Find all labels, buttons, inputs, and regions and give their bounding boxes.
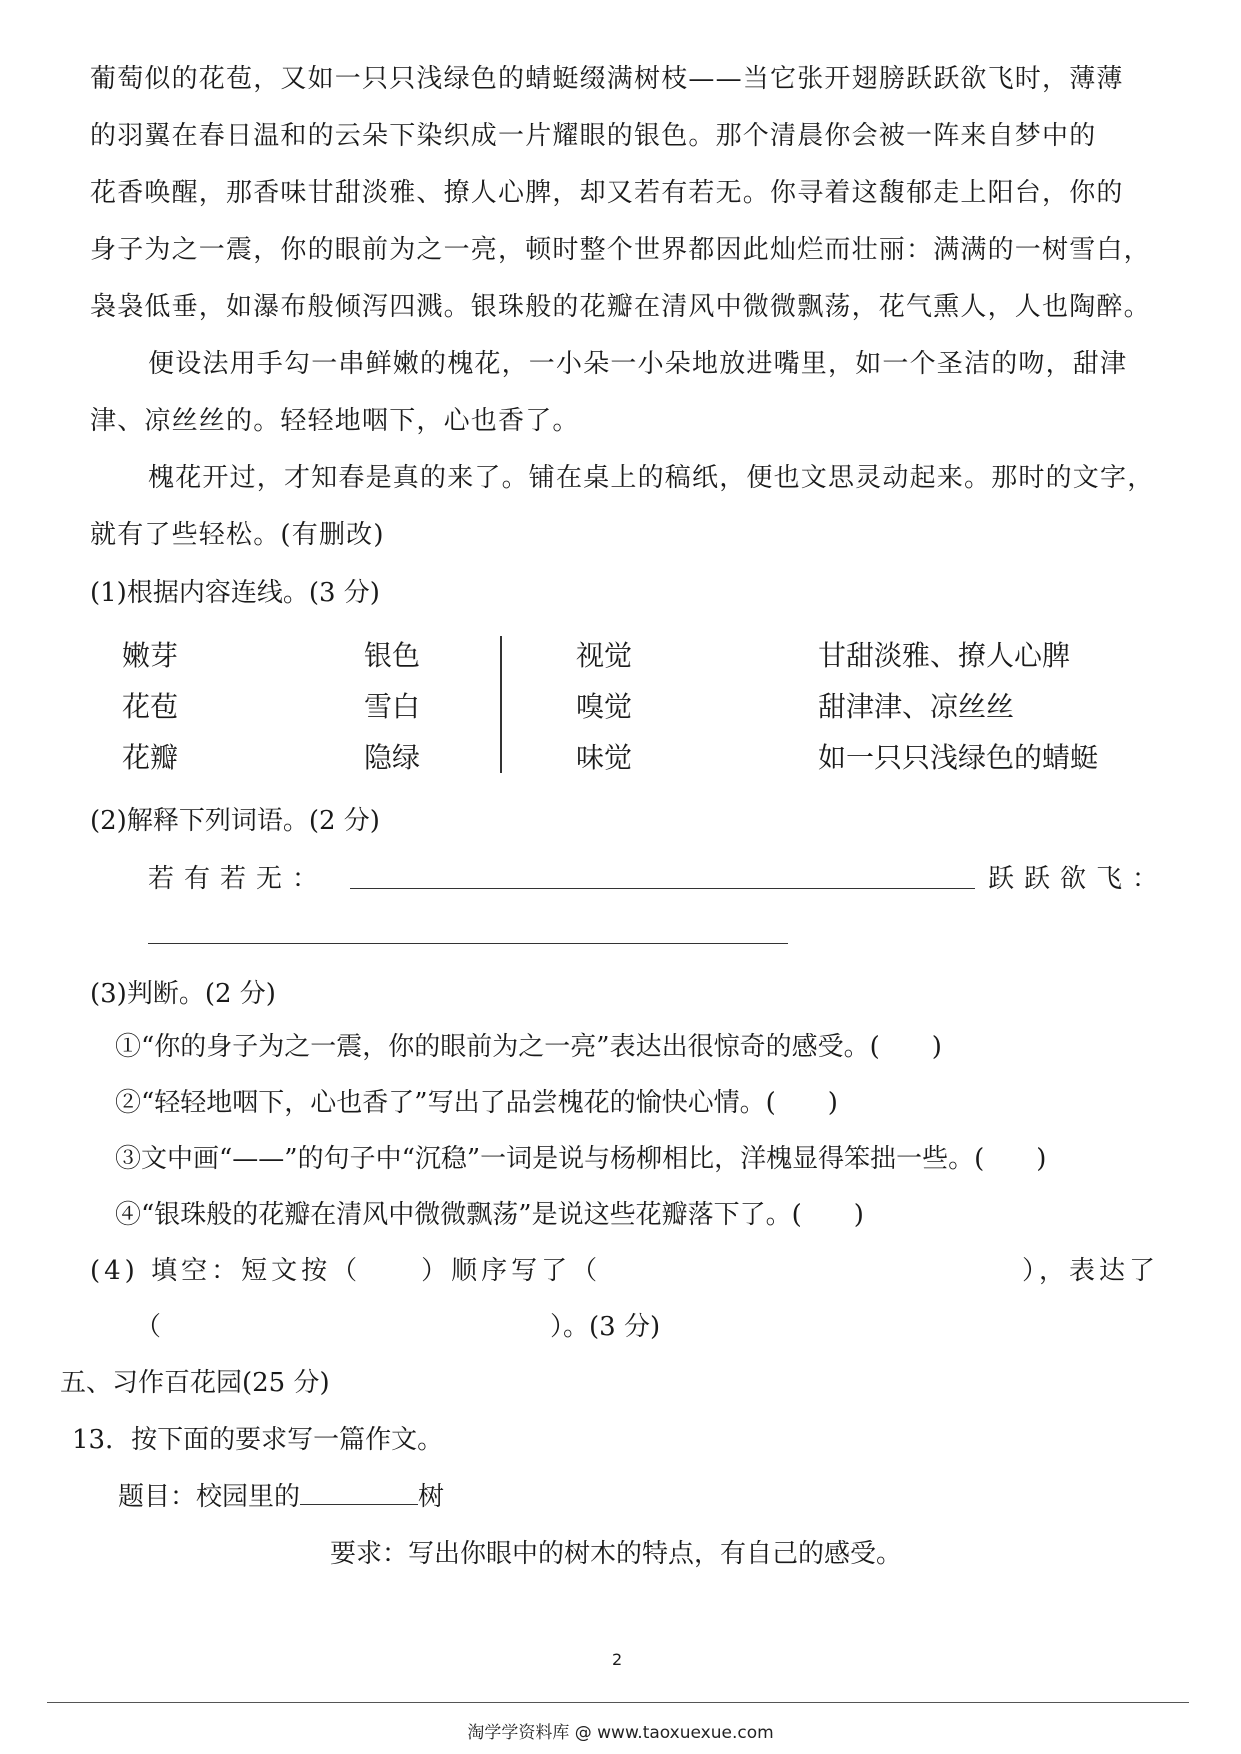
match-item[interactable]: 甘甜淡雅、撩人心脾 (818, 639, 1071, 672)
topic-blank[interactable] (300, 1478, 418, 1505)
match-item[interactable]: 嫩芽 (122, 639, 179, 672)
question-13: 13．按下面的要求写一篇作文。 (72, 1425, 444, 1455)
footer-divider (47, 1702, 1189, 1703)
match-item[interactable]: 花苞 (122, 690, 179, 723)
judge-item[interactable]: ③文中画“——”的句子中“沉稳”一词是说与杨柳相比，洋槐显得笨拙一些。( ) (115, 1144, 1047, 1174)
q3-title: (3)判断。(2 分) (90, 979, 276, 1009)
passage-line: 就有了些轻松。(有删改) (90, 520, 385, 550)
topic-label: 题目：校园里的 (118, 1482, 301, 1512)
match-item[interactable]: 如一只只浅绿色的蜻蜓 (818, 741, 1099, 774)
passage-line: 葡萄似的花苞，又如一只只浅绿色的蜻蜓缀满树枝——当它张开翅膀跃跃欲飞时，薄薄 (90, 64, 1124, 94)
passage-line: 袅袅低垂，如瀑布般倾泻四溅。银珠般的花瓣在清风中微微飘荡，花气熏人，人也陶醉。 (90, 292, 1151, 322)
passage-line: 便设法用手勾一串鲜嫩的槐花，一小朵一小朵地放进嘴里，如一个圣洁的吻，甜津 (148, 349, 1128, 379)
q2-title: (2)解释下列词语。(2 分) (90, 806, 380, 836)
match-item[interactable]: 味觉 (576, 741, 633, 774)
match-item[interactable]: 甜津津、凉丝丝 (818, 690, 1015, 723)
section-title: 五、习作百花园(25 分) (60, 1368, 330, 1398)
match-item[interactable]: 花瓣 (122, 741, 179, 774)
passage-line: 的羽翼在春日温和的云朵下染织成一片耀眼的银色。那个清晨你会被一阵来自梦中的 (90, 121, 1097, 151)
q1-title: (1)根据内容连线。(3 分) (90, 578, 380, 608)
judge-item[interactable]: ①“你的身子为之一震，你的眼前为之一亮”表达出很惊奇的感受。( ) (115, 1032, 942, 1062)
match-item[interactable]: 雪白 (364, 690, 421, 723)
match-item[interactable]: 隐绿 (364, 741, 421, 774)
match-item[interactable]: 视觉 (576, 639, 633, 672)
q4-line-2-end: ）。(3 分) (550, 1312, 661, 1342)
q4-line-1: (4) 填空：短文按（ ）顺序写了（ (90, 1256, 602, 1286)
q4-line-2-start: （ (135, 1312, 162, 1342)
passage-line: 槐花开过，才知春是真的来了。铺在桌上的稿纸，便也文思灵动起来。那时的文字， (148, 463, 1155, 493)
match-item[interactable]: 银色 (364, 639, 421, 672)
q2-word-2: 跃跃欲飞： (988, 864, 1169, 894)
essay-topic (118, 1476, 444, 1513)
answer-line[interactable] (148, 943, 788, 944)
judge-item[interactable]: ②“轻轻地咽下，心也香了”写出了品尝槐花的愉快心情。( ) (115, 1088, 838, 1118)
answer-line[interactable] (350, 888, 975, 889)
footer-source: 淘学学资料库 @ www.taoxuexue.com (467, 1723, 774, 1743)
passage-line: 花香唤醒，那香味甘甜淡雅、撩人心脾，却又若有若无。你寻着这馥郁走上阳台，你的 (90, 178, 1124, 208)
judge-item[interactable]: ④“银珠般的花瓣在清风中微微飘荡”是说这些花瓣落下了。( ) (115, 1200, 864, 1230)
q4-line-1-end: ），表达了 (1022, 1256, 1160, 1286)
passage-line: 身子为之一震，你的眼前为之一亮，顿时整个世界都因此灿烂而壮丽：满满的一树雪白， (90, 235, 1151, 265)
passage-line: 津、凉丝丝的。轻轻地咽下，心也香了。 (90, 406, 580, 436)
q2-word-1: 若有若无： (148, 864, 329, 894)
divider-line (500, 636, 502, 773)
page-number: 2 (612, 1650, 623, 1669)
topic-suffix: 树 (418, 1482, 445, 1512)
match-item[interactable]: 嗅觉 (576, 690, 633, 723)
essay-requirement: 要求：写出你眼中的树木的特点，有自己的感受。 (330, 1539, 903, 1569)
